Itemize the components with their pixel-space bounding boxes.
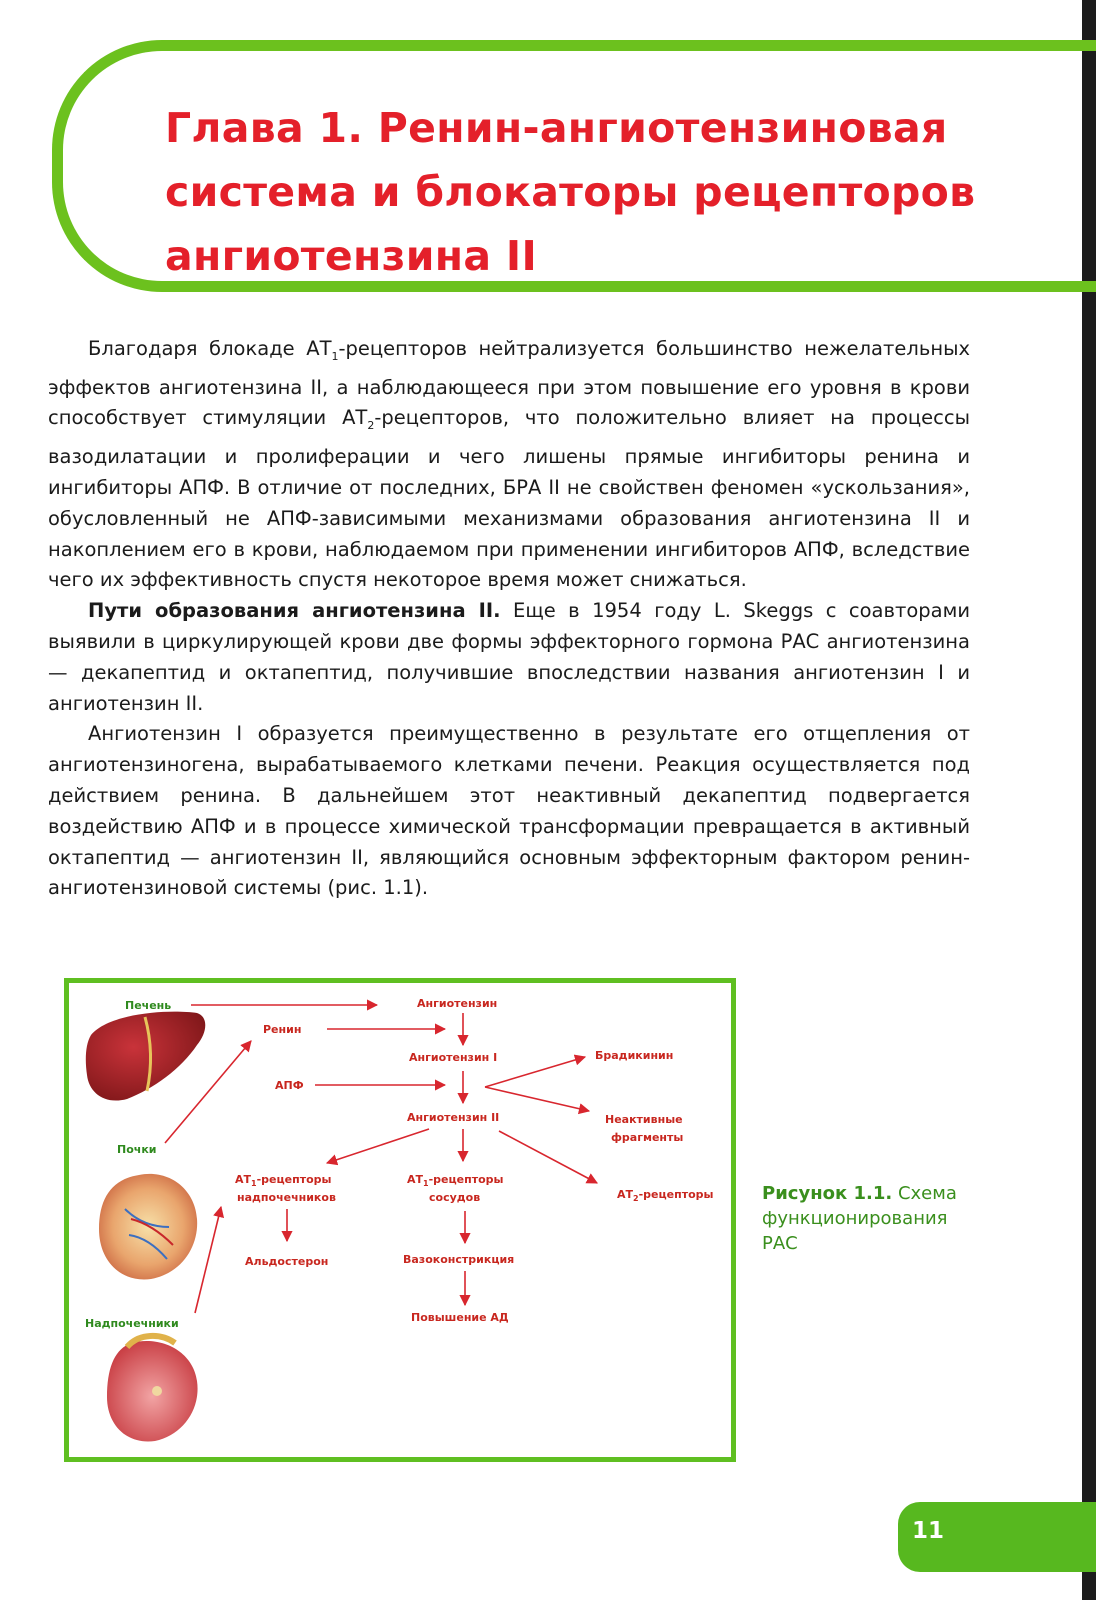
arrow-ang2-at2: [499, 1131, 597, 1183]
node-angiotensinogen: Ангиотензин: [417, 997, 498, 1010]
label-kidneys: Почки: [117, 1143, 157, 1156]
caption-text: Схема функционирования РАС: [762, 1183, 957, 1254]
node-at2-receptors: $АТ_2$-рецепторы: [617, 1188, 714, 1203]
node-inactive-fragments-line2: фрагменты: [611, 1131, 684, 1144]
node-bradykinin: Брадикинин: [595, 1049, 674, 1062]
node-inactive-fragments-line1: Неактивные: [605, 1113, 683, 1126]
diagram-arrows: [165, 1005, 597, 1313]
caption-label: Рисунок 1.1.: [762, 1183, 893, 1204]
node-at1-adrenal: $АТ_1$-рецепторы: [235, 1173, 332, 1188]
node-angiotensin-2: Ангиотензин II: [407, 1111, 500, 1124]
arrow-adrenals-at1: [195, 1207, 221, 1313]
node-bp-increase: Повышение АД: [411, 1311, 509, 1324]
paragraph-2: Пути образования ангиотензина II. Еще в 1954 году L. Skeggs с соавторами выявили в циркулирующей крови две формы эффекторного гормона РАС ангиотензина — декапептид и октапептид, получившие впоследствии названия ангиотензин I и ангиотензин II.: [48, 599, 970, 715]
page-number: 11: [912, 1518, 945, 1544]
paragraph-1: Благодаря блокаде $АТ_1$-рецепторов нейтрализуется большинство нежелательных эффектов ангиотензина II, а наблюдающееся при этом повышение его уровня в крови способствует стимуляции $АТ_2$-рецепторов, что положительно влияет на процессы вазодилатации и пролиферации и чего лишены прямые ингибиторы ренина и ингибиторы АПФ. В отличие от последних, БРА II не свойствен феномен «ускользания», обусловленный не АПФ-зависимыми механизмами образования ангиотензина II и накоплением его в крови, наблюдаемом при применении ингибиторов АПФ, вследствие чего их эффективность спустя некоторое время может снижаться.: [48, 337, 971, 592]
ras-diagram: [69, 983, 731, 1457]
node-at1-vessel-line2: сосудов: [429, 1191, 481, 1204]
node-vasoconstriction: Вазоконстрикция: [403, 1253, 515, 1266]
arrow-to-inactive: [485, 1087, 589, 1111]
chapter-title: Глава 1. Ренин-ангиотензиновая система и блокаторы рецепторов ангиотензина II: [165, 104, 976, 280]
adrenal-illustration: [107, 1336, 198, 1442]
liver-illustration: [86, 1012, 205, 1101]
body-text: [48, 334, 970, 904]
node-at1-adrenal-line2: надпочечников: [237, 1191, 336, 1204]
arrow-ang2-at1-adrenal: [327, 1129, 429, 1163]
kidney-illustration: [99, 1174, 197, 1280]
paragraph-3: Ангиотензин I образуется преимущественно в результате его отщепления от ангиотензиногена, вырабатываемого клетками печени. Реакция осуществляется под действием ренина. В дальнейшем этот неактивный декапептид подвергается воздействию АПФ и в процессе химической трансформации превращается в активный октапептид — ангиотензин II, являющийся основным эффекторным фактором ренин-ангиотензиновой системы (рис. 1.1).: [48, 722, 970, 900]
node-at1-vessel: $АТ_1$-рецепторы: [407, 1173, 504, 1188]
label-adrenals: Надпочечники: [85, 1317, 179, 1330]
node-renin: Ренин: [263, 1023, 302, 1036]
node-aldosterone: Альдостерон: [245, 1255, 329, 1268]
label-liver: Печень: [125, 999, 172, 1012]
node-angiotensin-1: Ангиотензин I: [409, 1051, 498, 1064]
node-ace: АПФ: [275, 1079, 304, 1092]
figure-ras-scheme: [64, 978, 736, 1462]
figure-caption: [762, 1181, 982, 1256]
section-lead-in: Пути образования ангиотензина II.: [88, 599, 501, 623]
arrow-to-bradykinin: [485, 1057, 585, 1087]
